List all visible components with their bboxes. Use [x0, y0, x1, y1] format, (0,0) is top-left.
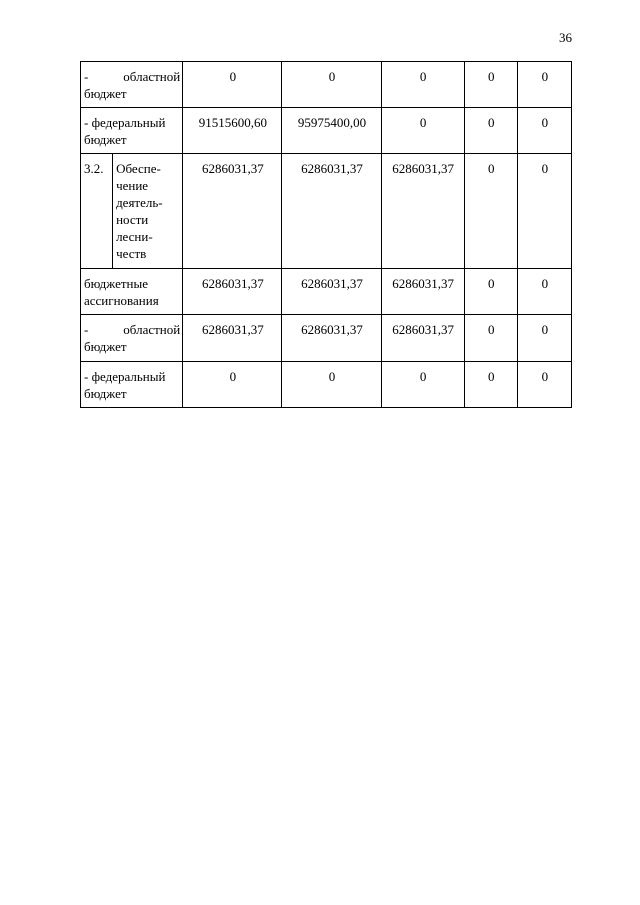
row-label [81, 315, 183, 362]
row-label-line: - федеральный [84, 369, 166, 384]
table-cell: 0 [464, 108, 517, 154]
row-label-line: бюджет [84, 386, 127, 401]
table-cell: 0 [517, 154, 571, 269]
table-row [81, 62, 572, 108]
table-cell: 0 [282, 62, 381, 108]
item-name-line: лесни- [116, 229, 153, 244]
item-name-line: деятель- [116, 195, 163, 210]
table-cell: 0 [464, 362, 517, 408]
table-cell: 0 [282, 362, 381, 408]
table-cell: 0 [517, 269, 571, 315]
table-row [81, 108, 572, 154]
table-cell: 0 [464, 154, 517, 269]
row-label [81, 269, 183, 315]
item-name-line: Обеспе- [116, 161, 161, 176]
row-label-line [84, 68, 180, 85]
table-cell: 95975400,00 [282, 108, 381, 154]
row-label-dash: - [84, 322, 89, 337]
table-row [81, 362, 572, 408]
table-row [81, 315, 572, 362]
table-cell: 6286031,37 [282, 269, 381, 315]
row-label-line: бюджетные [84, 276, 149, 291]
row-label-word: областной [123, 322, 181, 337]
row-label-line [84, 321, 180, 338]
row-label [81, 62, 183, 108]
table-cell: 6286031,37 [381, 154, 464, 269]
table-cell: 0 [381, 108, 464, 154]
table-row [81, 269, 572, 315]
item-name-line: чение [116, 178, 149, 193]
row-label-line: бюджет [84, 132, 127, 147]
table-cell: 6286031,37 [183, 269, 282, 315]
row-label-line: бюджет [84, 86, 127, 101]
table-cell: 0 [381, 62, 464, 108]
item-name-line: честв [116, 246, 147, 261]
table-cell: 0 [183, 362, 282, 408]
row-label-line: ассигнования [84, 293, 159, 308]
table-cell: 0 [517, 362, 571, 408]
table-cell: 0 [517, 315, 571, 362]
item-name [113, 154, 183, 269]
row-label-dash: - [84, 69, 89, 84]
table-cell: 6286031,37 [183, 315, 282, 362]
row-label-line: бюджет [84, 339, 127, 354]
row-label [81, 362, 183, 408]
table-cell: 0 [464, 62, 517, 108]
row-label-word: областной [123, 69, 181, 84]
table-cell: 0 [464, 315, 517, 362]
table-cell: 6286031,37 [381, 269, 464, 315]
row-label [81, 108, 183, 154]
table-row [81, 154, 572, 269]
table-cell: 0 [464, 269, 517, 315]
table-cell: 0 [381, 362, 464, 408]
table-cell: 0 [517, 62, 571, 108]
table-cell: 0 [183, 62, 282, 108]
row-label-line: - федеральный [84, 115, 166, 130]
table-cell: 6286031,37 [282, 315, 381, 362]
table-cell: 6286031,37 [183, 154, 282, 269]
table-cell: 6286031,37 [282, 154, 381, 269]
page-number: 36 [559, 30, 572, 45]
item-code: 3.2. [81, 154, 113, 269]
table-cell: 0 [517, 108, 571, 154]
budget-table [80, 61, 572, 408]
table-cell: 91515600,60 [183, 108, 282, 154]
table-cell: 6286031,37 [381, 315, 464, 362]
item-name-line: ности [116, 212, 149, 227]
